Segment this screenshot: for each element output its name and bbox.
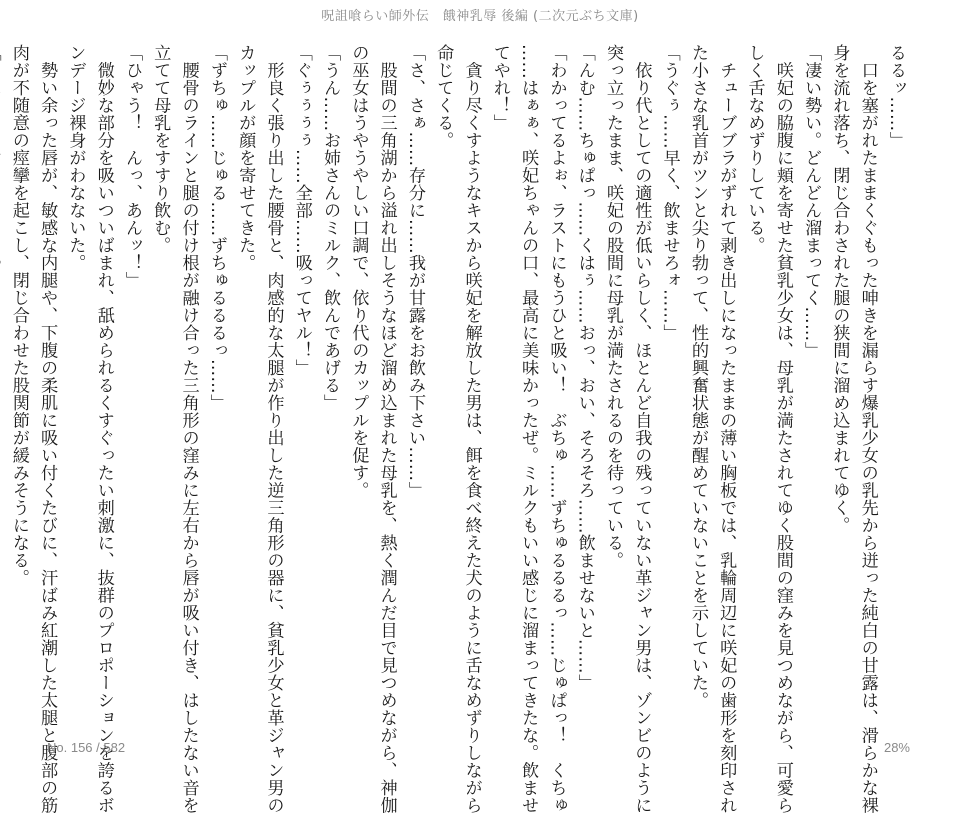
text-line: 依り代としての適性が低いらしく、ほとんど自我の残っていない革ジャン男は、ゾンビのように xyxy=(631,44,652,814)
text-line: 「うん……お姉さんのミルク、飲んであげる」 xyxy=(320,44,341,412)
text-line: 腰骨のラインと腿の付け根が融け合った三角形の窪みに左右から唇が吸い付き、はしたない音を xyxy=(178,44,199,814)
text-line: チューブブラがずれて剥き出しになったままの薄い胸板では、乳輪周辺に咲妃の歯形を刻印され xyxy=(716,44,737,814)
text-line: 口を塞がれたままくぐもった呻きを漏らす爆乳少女の乳先から迸った純白の甘露は、滑らかな裸 xyxy=(857,44,878,814)
text-line: 「わかってるよぉ、ラストにもうひと吸い！ ぶちゅ……ずちゅるるるっ……じゅぱっ！ くちゅ xyxy=(546,44,567,814)
text-line: 「んむ……ちゅぱっ……くはぅ……おっ、おい、そろそろ……飲ませないと……」 xyxy=(574,44,595,692)
text-line: 「ひゃう！ んっ、あんッ！」 xyxy=(121,44,142,289)
text-line: しく舌なめずりしている。 xyxy=(744,44,765,254)
book-title: 呪詛喰らい師外伝 餓神乳辱 後編 (二次元ぶち文庫) xyxy=(321,9,639,24)
text-line: 肉が不随意の痙攣を起こし、閉じ合わせた股関節が緩みそうになる。 xyxy=(8,44,29,587)
text-line: カップルが顔を寄せてきた。 xyxy=(235,44,256,272)
text-line: 「凄い勢い。どんどん溜まってく……」 xyxy=(801,44,822,359)
text-line: 突っ立ったまま、咲妃の股間に母乳が満たされるのを待っている。 xyxy=(603,44,624,569)
text-line: 勢い余った唇が、敏感な内腿や、下腹の柔肌に吸い付くたびに、汗ばみ紅潮した太腿と腹部の筋 xyxy=(37,44,58,814)
text-line: 「ぐぅぅぅぅ……全部……吸ってヤル！」 xyxy=(291,44,312,377)
text-line: 「うぐぅ……早く、飲ませろォ……」 xyxy=(659,44,680,342)
location-indicator: No. 156 / 582 xyxy=(47,740,126,755)
text-line: た小さな乳首がツンと尖り勃って、性的興奮状態が醒めていないことを示していた。 xyxy=(687,44,708,709)
text-line: るるッ……」 xyxy=(886,44,906,149)
text-line: てやれ！」 xyxy=(489,44,510,132)
reading-progress: 28% xyxy=(883,740,910,755)
text-line: 股間の三角湖から溢れ出しそうなほど溜め込まれた母乳を、熱く潤んだ目で見つめながら、神伽 xyxy=(376,44,397,814)
text-line: 命じてくる。 xyxy=(433,44,454,149)
text-line: 微妙な部分を吸いついばまれ、舐められるくすぐったい刺激に、抜群のプロポーションを誇るボ xyxy=(93,44,114,814)
text-line: 立てて母乳をすすり飲む。 xyxy=(150,44,171,254)
text-line: ンデージ裸身がわなないた。 xyxy=(65,44,86,272)
text-line: 貪り尽くすようなキスから咲妃を解放した男は、餌を食べ終えた犬のように舌なめずりしながら xyxy=(461,44,482,814)
text-line: 形良く張り出した腰骨と、肉感的な太腿が作り出した逆三角形の器に、貧乳少女と革ジャン男の xyxy=(263,44,284,814)
text-line: 「さ、さぁ……存分に……我が甘露をお飲み下さい……」 xyxy=(404,44,425,499)
text-line: 身を流れ落ち、閉じ合わされた腿の狭間に溜め込まれてゆく。 xyxy=(829,44,850,534)
text-line: 「ずちゅ……じゅる……ずちゅるるるっ……」 xyxy=(206,44,227,412)
text-line: 咲妃の脇腹に頬を寄せた貧乳少女は、母乳が満たされてゆく股間の窪みを見つめながら、可愛ら xyxy=(772,44,793,814)
text-line: の巫女はうやうやしい口調で、依り代のカップルを促す。 xyxy=(348,44,369,499)
text-line: ……はぁぁ、咲妃ちゃんの口、最高に美味かったぜ。ミルクもいい感じに溜まってきたな。飲ませ xyxy=(518,44,539,814)
text-line xyxy=(0,44,5,720)
